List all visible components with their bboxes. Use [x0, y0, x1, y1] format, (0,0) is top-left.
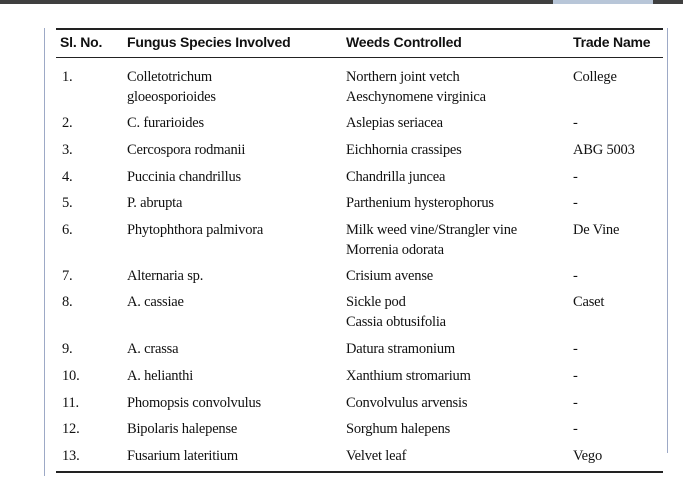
cell-trade-name: De Vine: [573, 222, 620, 238]
cell-weeds: [346, 67, 486, 107]
fungus-line: Puccinia chandrillus: [127, 169, 241, 185]
cell-fungus: [127, 292, 184, 312]
cell-trade-name: College: [573, 69, 617, 85]
cell-sl-no: 13.: [62, 448, 80, 464]
page-right-margin-line: [667, 28, 668, 453]
weed-line: Sorghum halepens: [346, 421, 451, 437]
cell-weeds: [346, 292, 446, 332]
cell-sl-no: 3.: [62, 142, 73, 158]
cell-fungus: [127, 266, 203, 286]
cell-weeds: [346, 366, 471, 386]
fungus-line: Phytophthora palmivora: [127, 222, 264, 238]
cell-weeds: [346, 446, 406, 466]
cell-trade-name: -: [573, 268, 578, 284]
weed-line: Milk weed vine/Strangler vine: [346, 222, 517, 238]
weed-line: Chandrilla juncea: [346, 169, 446, 185]
cell-fungus: [127, 113, 204, 133]
cell-sl-no: 8.: [62, 294, 73, 310]
page-top-border: [0, 0, 683, 4]
cell-trade-name: -: [573, 368, 578, 384]
header-fungus-species: Fungus Species Involved: [127, 34, 291, 50]
weed-line: Aeschynomene virginica: [346, 89, 486, 105]
cell-weeds: [346, 113, 443, 133]
cell-fungus: [127, 140, 245, 160]
cell-weeds: [346, 393, 467, 413]
fungus-line: Bipolaris halepense: [127, 421, 238, 437]
cell-fungus: [127, 67, 216, 107]
weed-line: Cassia obtusifolia: [346, 314, 446, 330]
header-trade-name: Trade Name: [573, 34, 651, 50]
cell-weeds: [346, 419, 450, 439]
fungus-line: Phomopsis convolvulus: [127, 395, 261, 411]
cell-trade-name: Caset: [573, 294, 605, 310]
cell-sl-no: 10.: [62, 368, 80, 384]
weed-line: Convolvulus arvensis: [346, 395, 468, 411]
cell-fungus: [127, 220, 263, 240]
cell-trade-name: ABG 5003: [573, 142, 635, 158]
cell-trade-name: -: [573, 421, 578, 437]
header-rule: [56, 57, 663, 58]
cell-fungus: [127, 446, 238, 466]
cell-fungus: [127, 366, 193, 386]
fungus-line: A. cassiae: [127, 294, 184, 310]
fungus-line: A. helianthi: [127, 368, 194, 384]
table-top-rule: [56, 28, 663, 30]
cell-sl-no: 7.: [62, 268, 73, 284]
weed-line: Xanthium stromarium: [346, 368, 471, 384]
page-left-margin-line: [44, 28, 45, 476]
cell-weeds: [346, 140, 462, 160]
fungus-line: A. crassa: [127, 341, 179, 357]
fungus-line: P. abrupta: [127, 195, 183, 211]
fungus-line: Colletotrichum: [127, 69, 212, 85]
cell-trade-name: -: [573, 195, 578, 211]
table-bottom-rule: [56, 471, 663, 473]
weed-line: Aslepias seriacea: [346, 115, 443, 131]
cell-fungus: [127, 167, 241, 187]
weed-line: Eichhornia crassipes: [346, 142, 462, 158]
fungus-line: Fusarium lateritium: [127, 448, 238, 464]
cell-sl-no: 12.: [62, 421, 80, 437]
cell-sl-no: 9.: [62, 341, 73, 357]
cell-trade-name: -: [573, 169, 578, 185]
cell-weeds: [346, 220, 517, 260]
cell-trade-name: Vego: [573, 448, 603, 464]
cell-sl-no: 2.: [62, 115, 73, 131]
cell-weeds: [346, 339, 455, 359]
header-sl-no: Sl. No.: [60, 34, 103, 50]
cell-sl-no: 4.: [62, 169, 73, 185]
cell-sl-no: 11.: [62, 395, 79, 411]
cell-fungus: [127, 419, 237, 439]
weed-line: Morrenia odorata: [346, 242, 444, 258]
fungus-line: Alternaria sp.: [127, 268, 204, 284]
cell-weeds: [346, 266, 433, 286]
cell-trade-name: -: [573, 115, 578, 131]
fungus-line: gloeosporioides: [127, 89, 216, 105]
cell-fungus: [127, 193, 182, 213]
cell-sl-no: 6.: [62, 222, 73, 238]
cell-weeds: [346, 193, 494, 213]
weed-line: Datura stramonium: [346, 341, 455, 357]
weed-line: Parthenium hysterophorus: [346, 195, 494, 211]
cell-sl-no: 5.: [62, 195, 73, 211]
weed-line: Northern joint vetch: [346, 69, 460, 85]
weed-line: Velvet leaf: [346, 448, 407, 464]
header-weeds-controlled: Weeds Controlled: [346, 34, 462, 50]
cell-sl-no: 1.: [62, 69, 73, 85]
cell-fungus: [127, 339, 178, 359]
cell-trade-name: -: [573, 395, 578, 411]
cell-weeds: [346, 167, 445, 187]
weed-line: Sickle pod: [346, 294, 406, 310]
weed-line: Crisium avense: [346, 268, 434, 284]
cell-trade-name: -: [573, 341, 578, 357]
fungus-line: C. furarioides: [127, 115, 204, 131]
fungus-line: Cercospora rodmanii: [127, 142, 246, 158]
cell-fungus: [127, 393, 261, 413]
